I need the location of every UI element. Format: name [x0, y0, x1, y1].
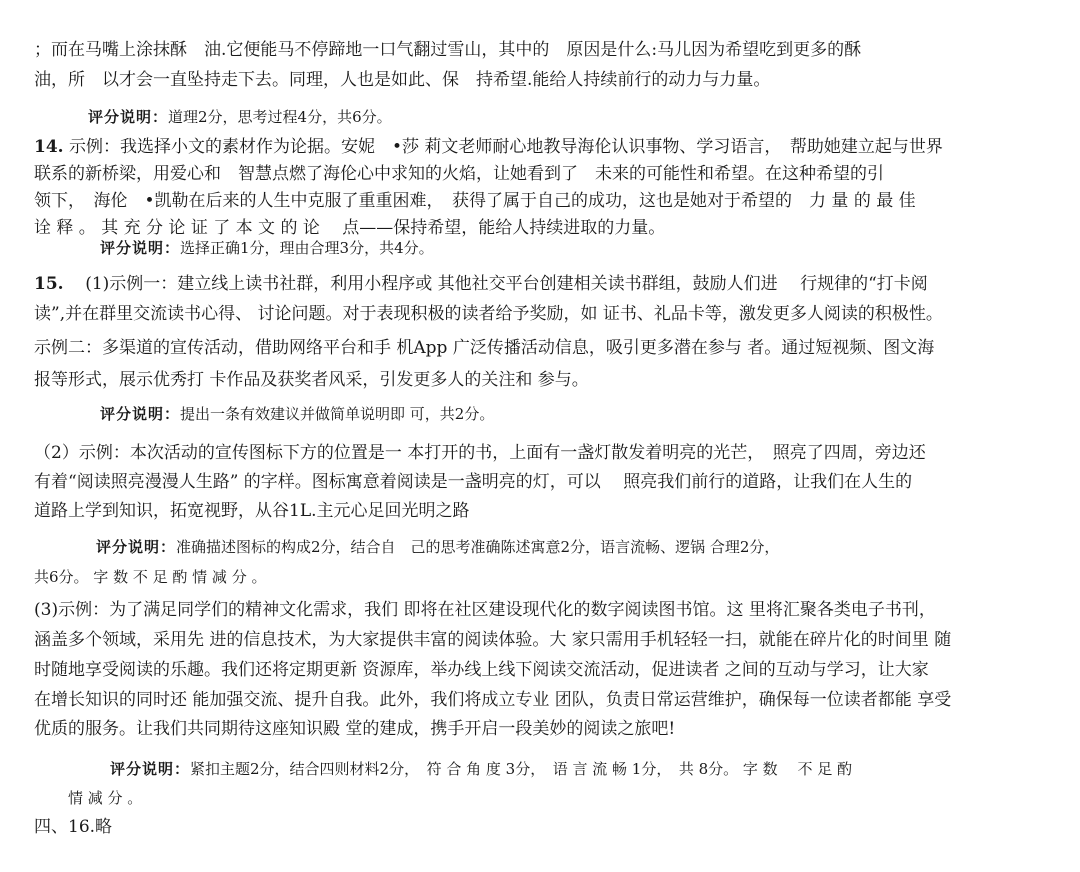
scoring-label: 评分说明：: [100, 239, 181, 257]
answer15-part2-line-3: 道路上学到知识，拓宽视野，从谷1L.主元心足回光明之路: [34, 501, 470, 521]
scoring-label: 评分说明：: [96, 538, 177, 556]
answer14-text: 示例：我选择小文的素材作为论据。安妮 •莎 莉文老师耐心地教导海伦认识事物、学习语言， 帮助她建立起与世界: [68, 137, 943, 157]
scoring-text: 道理2分，思考过程4分，共6分。: [168, 108, 392, 126]
answer13-line-1: ；而在马嘴上涂抹酥 油.它便能马不停蹄地一口气翻过雪山，其中的 原因是什么:马儿因为希望吃到更多的酥: [34, 40, 862, 60]
answer15-part3-line-2: 涵盖多个领域，采用先 进的信息技术，为大家提供丰富的阅读体验。大 家只需用手机轻轻一扫，就能在碎片化的时间里 随: [34, 630, 952, 650]
answer15-part1-line-4: 报等形式，展示优秀打 卡作品及获奖者风采，引发更多人的关注和 参与。: [34, 370, 589, 390]
answer15-part2-scoring-note-cont: 共6分。 字 数 不 足 酌 情 减 分 。: [34, 568, 267, 586]
scoring-label: 评分说明：: [100, 405, 181, 423]
question-number: 15.: [34, 274, 64, 294]
answer15-part3-scoring-note-cont: 情 减 分 。: [68, 789, 143, 807]
answer15-part1-line-1: [34, 272, 928, 296]
section4-heading: 四、16.略: [34, 817, 113, 837]
answer15-part3-line-5: 优质的服务。让我们共同期待这座知识殿 堂的建成，携手开启一段美妙的阅读之旅吧!: [34, 719, 676, 739]
scoring-text: 选择正确1分，理由合理3分，共4分。: [180, 239, 434, 257]
answer15-text: (1)示例一：建立线上读书社群，利用小程序或 其他社交平台创建相关读书群组，鼓励人们进 行规律的“打卡阅: [85, 274, 928, 294]
question-number: 14.: [34, 137, 64, 157]
answer14-line-4: 诠 释 。 其 充 分 论 证 了 本 文 的 论 点——保持希望，能给人持续进取的力量。: [34, 218, 666, 238]
answer14-line-3: 领下， 海伦 •凯勒在后来的人生中克服了重重困难， 获得了属于自己的成功，这也是她对于希望的 力 量 的 最 佳: [34, 191, 916, 211]
scoring-text: 准确描述图标的构成2分，结合自 己的思考准确陈述寓意2分，语言流畅、逻锅 合理2分，: [176, 538, 780, 556]
answer13-line-2: 油，所 以才会一直坠持走下去。同理，人也是如此、保 持希望.能给人持续前行的动力与力量。: [34, 70, 771, 90]
scoring-label: 评分说明：: [110, 760, 191, 778]
answer15-part1-line-3: 示例二：多渠道的宣传活动，借助网络平台和手 机App 广泛传播活动信息，吸引更多潜在参与 者。通过短视频、图文海: [34, 338, 935, 358]
scoring-text: 紧扣主题2分，结合四则材料2分， 符 合 角 度 3分， 语 言 流 畅 1分， 共 8分。 字 数 不 足 酌: [190, 760, 852, 778]
answer13-scoring-note: [88, 105, 392, 129]
answer15-part1-scoring-note: [100, 402, 494, 426]
answer15-part1-line-2: 读”,并在群里交流读书心得、 讨论问题。对于表现积极的读者给予奖励，如 证书、礼品卡等，激发更多人阅读的积极性。: [34, 304, 943, 324]
answer15-part3-line-3: 时随地享受阅读的乐趣。我们还将定期更新 资源库，举办线上线下阅读交流活动，促进读者 之间的互动与学习，让大家: [34, 660, 929, 680]
answer15-part3-scoring-note: [110, 757, 852, 781]
scoring-text: 提出一条有效建议并做简单说明即 可，共2分。: [180, 405, 495, 423]
answer15-part2-scoring-note: [96, 535, 779, 559]
answer15-part2-line-2: 有着“阅读照亮漫漫人生路” 的字样。图标寓意着阅读是一盏明亮的灯，可以 照亮我们前行的道路，让我们在人生的: [34, 472, 913, 492]
answer15-part2-line-1: （2）示例：本次活动的宣传图标下方的位置是一 本打开的书，上面有一盏灯散发着明亮的光芒， 照亮了四周，旁边还: [34, 443, 926, 463]
answer15-part3-line-4: 在增长知识的同时还 能加强交流、提升自我。此外，我们将成立专业 团队，负责日常运营维护，确保每一位读者都能 享受: [34, 690, 952, 710]
answer15-part3-line-1: (3)示例：为了满足同学们的精神文化需求，我们 即将在社区建设现代化的数字阅读图书馆。这 里将汇聚各类电子书刊，: [34, 600, 936, 620]
answer14-line-2: 联系的新桥梁，用爱心和 智慧点燃了海伦心中求知的火焰，让她看到了 未来的可能性和希望。在这种希望的引: [34, 164, 884, 184]
answer14-scoring-note: [100, 236, 434, 260]
scoring-label: 评分说明：: [88, 108, 169, 126]
answer14-line-1: [34, 135, 943, 159]
